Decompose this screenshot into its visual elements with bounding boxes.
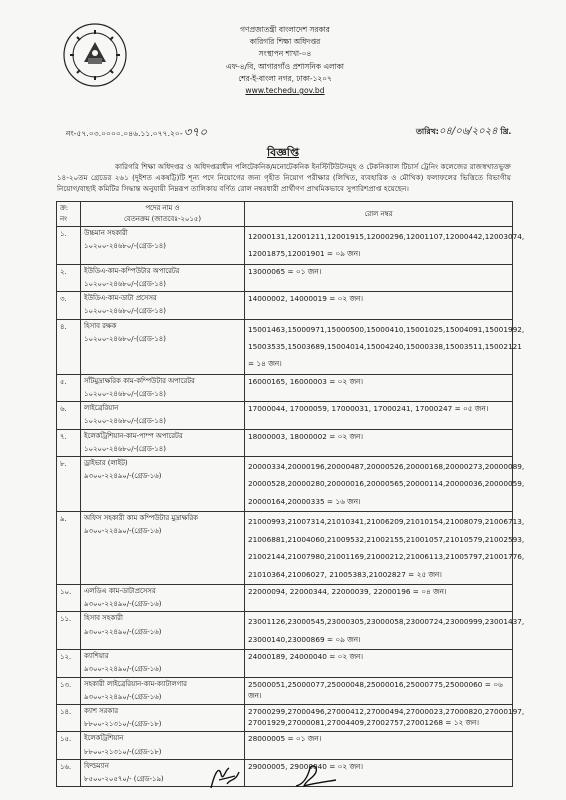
row-post [81,264,245,291]
post-name: ইলেকট্রিশিয়ান-কাম-পাম্প অপারেটর [84,431,183,440]
row-serial: ৪. [57,319,81,374]
post-pay-scale: ১০২০০-২৪৬৮০/-(গ্রেড-১৪) [84,334,166,343]
post-pay-scale: ১০২০০-২৪৬৮০/-(গ্রেড-১৪) [84,242,166,251]
post-name: ক্যাশ সরকার [84,706,119,715]
post-pay-scale: ৯৩০০-২২৪৯০/-(গ্রেড-১৬) [84,665,162,674]
table-row [57,374,513,401]
table-row [57,732,513,759]
row-rolls: 27000299,27000496,27000412,27000494,27000023,27000820,27000197, 27001929,27000081,27004409,27002757,27001268 = ১২ জন। [245,704,513,731]
header-serial: ক্র: নং [57,202,81,227]
row-rolls: 24000189, 24000040 = ০২ জন। [245,650,513,677]
table-row [57,319,513,374]
row-rolls: 16000165, 16000003 = ০২ জন। [245,374,513,401]
memo-date-suffix: খ্রি. [500,127,512,136]
post-name: ড্রাইভার (লাইট) [84,459,128,468]
header-post [81,202,245,227]
notice-title: বিজ্ঞপ্তি [267,146,299,159]
post-name: ফিল্ডম্যান [84,761,109,770]
table-row [57,650,513,677]
row-post [81,374,245,401]
header-address: এফ-৪/বি, আগারগাঁও প্রশাসনিক এলাকা [226,61,344,71]
header-website-link[interactable]: www.techedu.gov.bd [245,86,325,96]
office-header [200,24,370,97]
memo-date-handwritten: ০৪/০৬/২০২৪ [438,126,498,137]
row-serial: ৫. [57,374,81,401]
row-rolls: 20000334,20000196,20000487,20000526,20000168,20000273,20000089, 20000528,20000280,20000016,20000565,20000114,20000036,20000059, 20000164,20000335 = ১৬ জন। [245,457,513,512]
directorate-logo-icon [62,22,128,88]
row-serial: ২. [57,264,81,291]
table-row [57,704,513,731]
post-name: ইউডিএ-কাম-ডাটা প্রসেসর [84,294,157,303]
row-serial: ৬. [57,402,81,429]
table-row [57,457,513,512]
row-post [81,612,245,650]
memo-date [416,124,511,141]
signature-right-icon [290,762,340,792]
table-row [57,429,513,456]
header-government: গণপ্রজাতন্ত্রী বাংলাদেশ সরকার [240,25,330,34]
row-serial: ৩. [57,292,81,319]
memo-ref-prefix: নং-৫৭.০৩.০০০০.০৪৬.১১.০৭৭.২০- [66,129,183,138]
memo-date-prefix: তারিখ: [416,127,439,136]
post-pay-scale: ৮৮০০-২১৩১০/-(গ্রেড-১৮) [84,720,162,729]
row-post [81,319,245,374]
row-post [81,292,245,319]
row-post [81,512,245,585]
post-pay-scale: ৯৩০০-২২৪৯০/-(গ্রেড-১৬) [84,627,162,636]
memo-ref-handwritten: ৩৭০ [183,125,208,139]
row-serial: ১১. [57,612,81,650]
row-rolls: 15001463,15000971,15000500,15000410,15001025,15004091,15001992, 15003535,15003689,15004014,15004240,15000338,15003511,15002121 = ১৪ জন। [245,319,513,374]
post-pay-scale: ৮৫০০-২০৫৭০/- (গ্রেড-১৯) [84,774,164,783]
row-rolls: 18000003, 18000002 = ০২ জন। [245,429,513,456]
post-pay-scale: ১০২০০-২৪৬৮০/-(গ্রেড-১৪) [84,417,166,426]
table-row [57,512,513,585]
row-post [81,457,245,512]
post-pay-scale: ৯৩০০-২২৪৯০/-(গ্রেড-১৬) [84,600,162,609]
header-directorate: কারিগরি শিক্ষা অধিদপ্তর [249,37,321,47]
row-post [81,650,245,677]
post-name: ইউডিএ-কাম-কম্পিউটার অপারেটর [84,266,180,275]
recommendation-table [56,201,525,787]
row-serial: ৮. [57,457,81,512]
row-serial: ১০. [57,584,81,611]
post-pay-scale: ৮৮০০-২১৩১০/-(গ্রেড-১৮) [84,747,162,756]
post-pay-scale: ৯৩০০-২২৪৯০/-(গ্রেড-১৬) [84,472,162,481]
table-row [57,264,513,291]
row-serial: ১. [57,227,81,265]
row-post [81,584,245,611]
row-post [81,732,245,759]
post-pay-scale: ১০২০০-২৪৬৮০/-(গ্রেড-১৪) [84,307,166,316]
post-name: হিসাব রক্ষক [84,321,117,330]
row-serial: ৭. [57,429,81,456]
memo-reference [66,124,207,144]
post-name: উচ্চমান সহকারী [84,229,128,237]
row-rolls: 23001126,23000545,23000305,23000058,23000724,23000999,23001437, 23000140,23000869 = ০৯ জন। [245,612,513,650]
header-post-line2: বেতনক্রম (জাতবেঃ-২০১৫) [123,214,202,223]
table-header-row [57,202,513,227]
row-rolls: 28000005 = ০১ জন। [245,732,513,759]
header-section: সংস্থাপন শাখা-০৪ [258,49,312,59]
post-name: এলডিএ কাম-ডাটাপ্রসেসর [84,586,156,595]
table-row [57,759,513,786]
signature-left-icon [205,762,245,792]
header-city: শের-ই-বাংলা নগর, ঢাকা-১২০৭ [238,73,332,83]
header-roll: রোল নম্বর [245,202,513,227]
row-serial: ১৫. [57,732,81,759]
table-row [57,292,513,319]
row-post [81,402,245,429]
header-post-line1: পদের নাম ও [145,204,180,212]
post-name: ক্যাশিয়ার [84,652,109,661]
post-name: অফিস সহকারী কাম কম্পিউটার মুদ্রাক্ষরিক [84,514,198,523]
row-post [81,227,245,265]
post-name: লাইব্রেরিয়ান [84,404,119,413]
row-serial: ১৩. [57,677,81,704]
row-serial: ১৪. [57,704,81,731]
table-row [57,677,513,704]
row-rolls: 25000051,25000077,25000048,25000016,25000775,25000060 = ০৬ জন। [245,677,513,704]
post-name: সহকারী লাইব্রেরিয়ান-কাম-ক্যাটালগার [84,679,187,688]
post-pay-scale: ৯৩০০-২২৪৯০/-(গ্রেড-১৬) [84,692,162,701]
table-row [57,612,513,650]
post-name: সাঁটমুদ্রাক্ষরিক কাম-কম্পিউটার অপারেটর [84,376,195,385]
post-pay-scale: ১০২০০-২৪৬৮০/-(গ্রেড-১৪) [84,444,166,453]
row-post [81,429,245,456]
row-rolls: 13000065 = ০১ জন। [245,264,513,291]
row-serial: ৯. [57,512,81,585]
table-row [57,227,513,265]
row-rolls: 14000002, 14000019 = ০২ জন। [245,292,513,319]
post-pay-scale: ৯৩০০-২২৪৯০/-(গ্রেড-১৬) [84,527,162,536]
row-rolls: 29000005, 29000040 = ০২ জন। [245,759,513,786]
table-row [57,402,513,429]
row-rolls: 17000044, 17000059, 17000031, 17000241, 17000247 = ০৫ জন। [245,402,513,429]
notice-body: কারিগরি শিক্ষা অধিদপ্তর ও অধিদপ্তরাধীন পলিটেকনিক/মনোটেকনিক ইনস্টিটিউটসমূহ ও টেকনিক্যাল টিচার্স ট্রেনিং কলেজের রাজস্বখাতভুক্ত ১৪-২০তম গ্রেডের ২৬১ (দুইশত একষট্টি)টি শূন্য পদে নিয়োগের জন্য গৃহীত নিয়োগ পরীক্ষার (লিখিত, ব্যবহারিক ও মৌখিক) ফলাফলের ভিত্তিতে বিভাগীয় নিয়োগ/বাছাই কমিটির সিদ্ধান্ত অনুযায়ী নিম্নরূপ তালিকায় বর্ণিত রোল নম্বরধারী প্রার্থীগণ প্রাথমিকভাবে সুপারিশপ্রাপ্ত হয়েছেন। [57,162,511,194]
table-row [57,584,513,611]
post-pay-scale: ১০২০০-২৪৬৮০/-(গ্রেড-১৪) [84,390,166,399]
row-post [81,704,245,731]
post-pay-scale: ১০২০০-২৪৬৮০/-(গ্রেড-১৪) [84,280,166,289]
row-post [81,677,245,704]
post-name: হিসাব সহকারী [84,614,123,623]
row-rolls: 12000131,12001211,12001915,12000296,12001107,12000442,12003074, 12001875,12001901 = ০৯ জন। [245,227,513,265]
row-serial: ১৬. [57,759,81,786]
post-name: ইলেকট্রিশিয়ান [84,734,124,743]
row-serial: ১২. [57,650,81,677]
row-rolls: 21000993,21007314,21010341,21006209,21010154,21008079,21006713, 21006881,21004060,21009532,21002155,21001057,21010579,21002593, 21002144,21007980,21001169,21000212,21006113,21005797,21001776, 21010364,21006027, 21005383,21002827 = ২৫ জন। [245,512,513,585]
row-rolls: 22000094, 22000344, 22000039, 22000196 = ০৪ জন। [245,584,513,611]
